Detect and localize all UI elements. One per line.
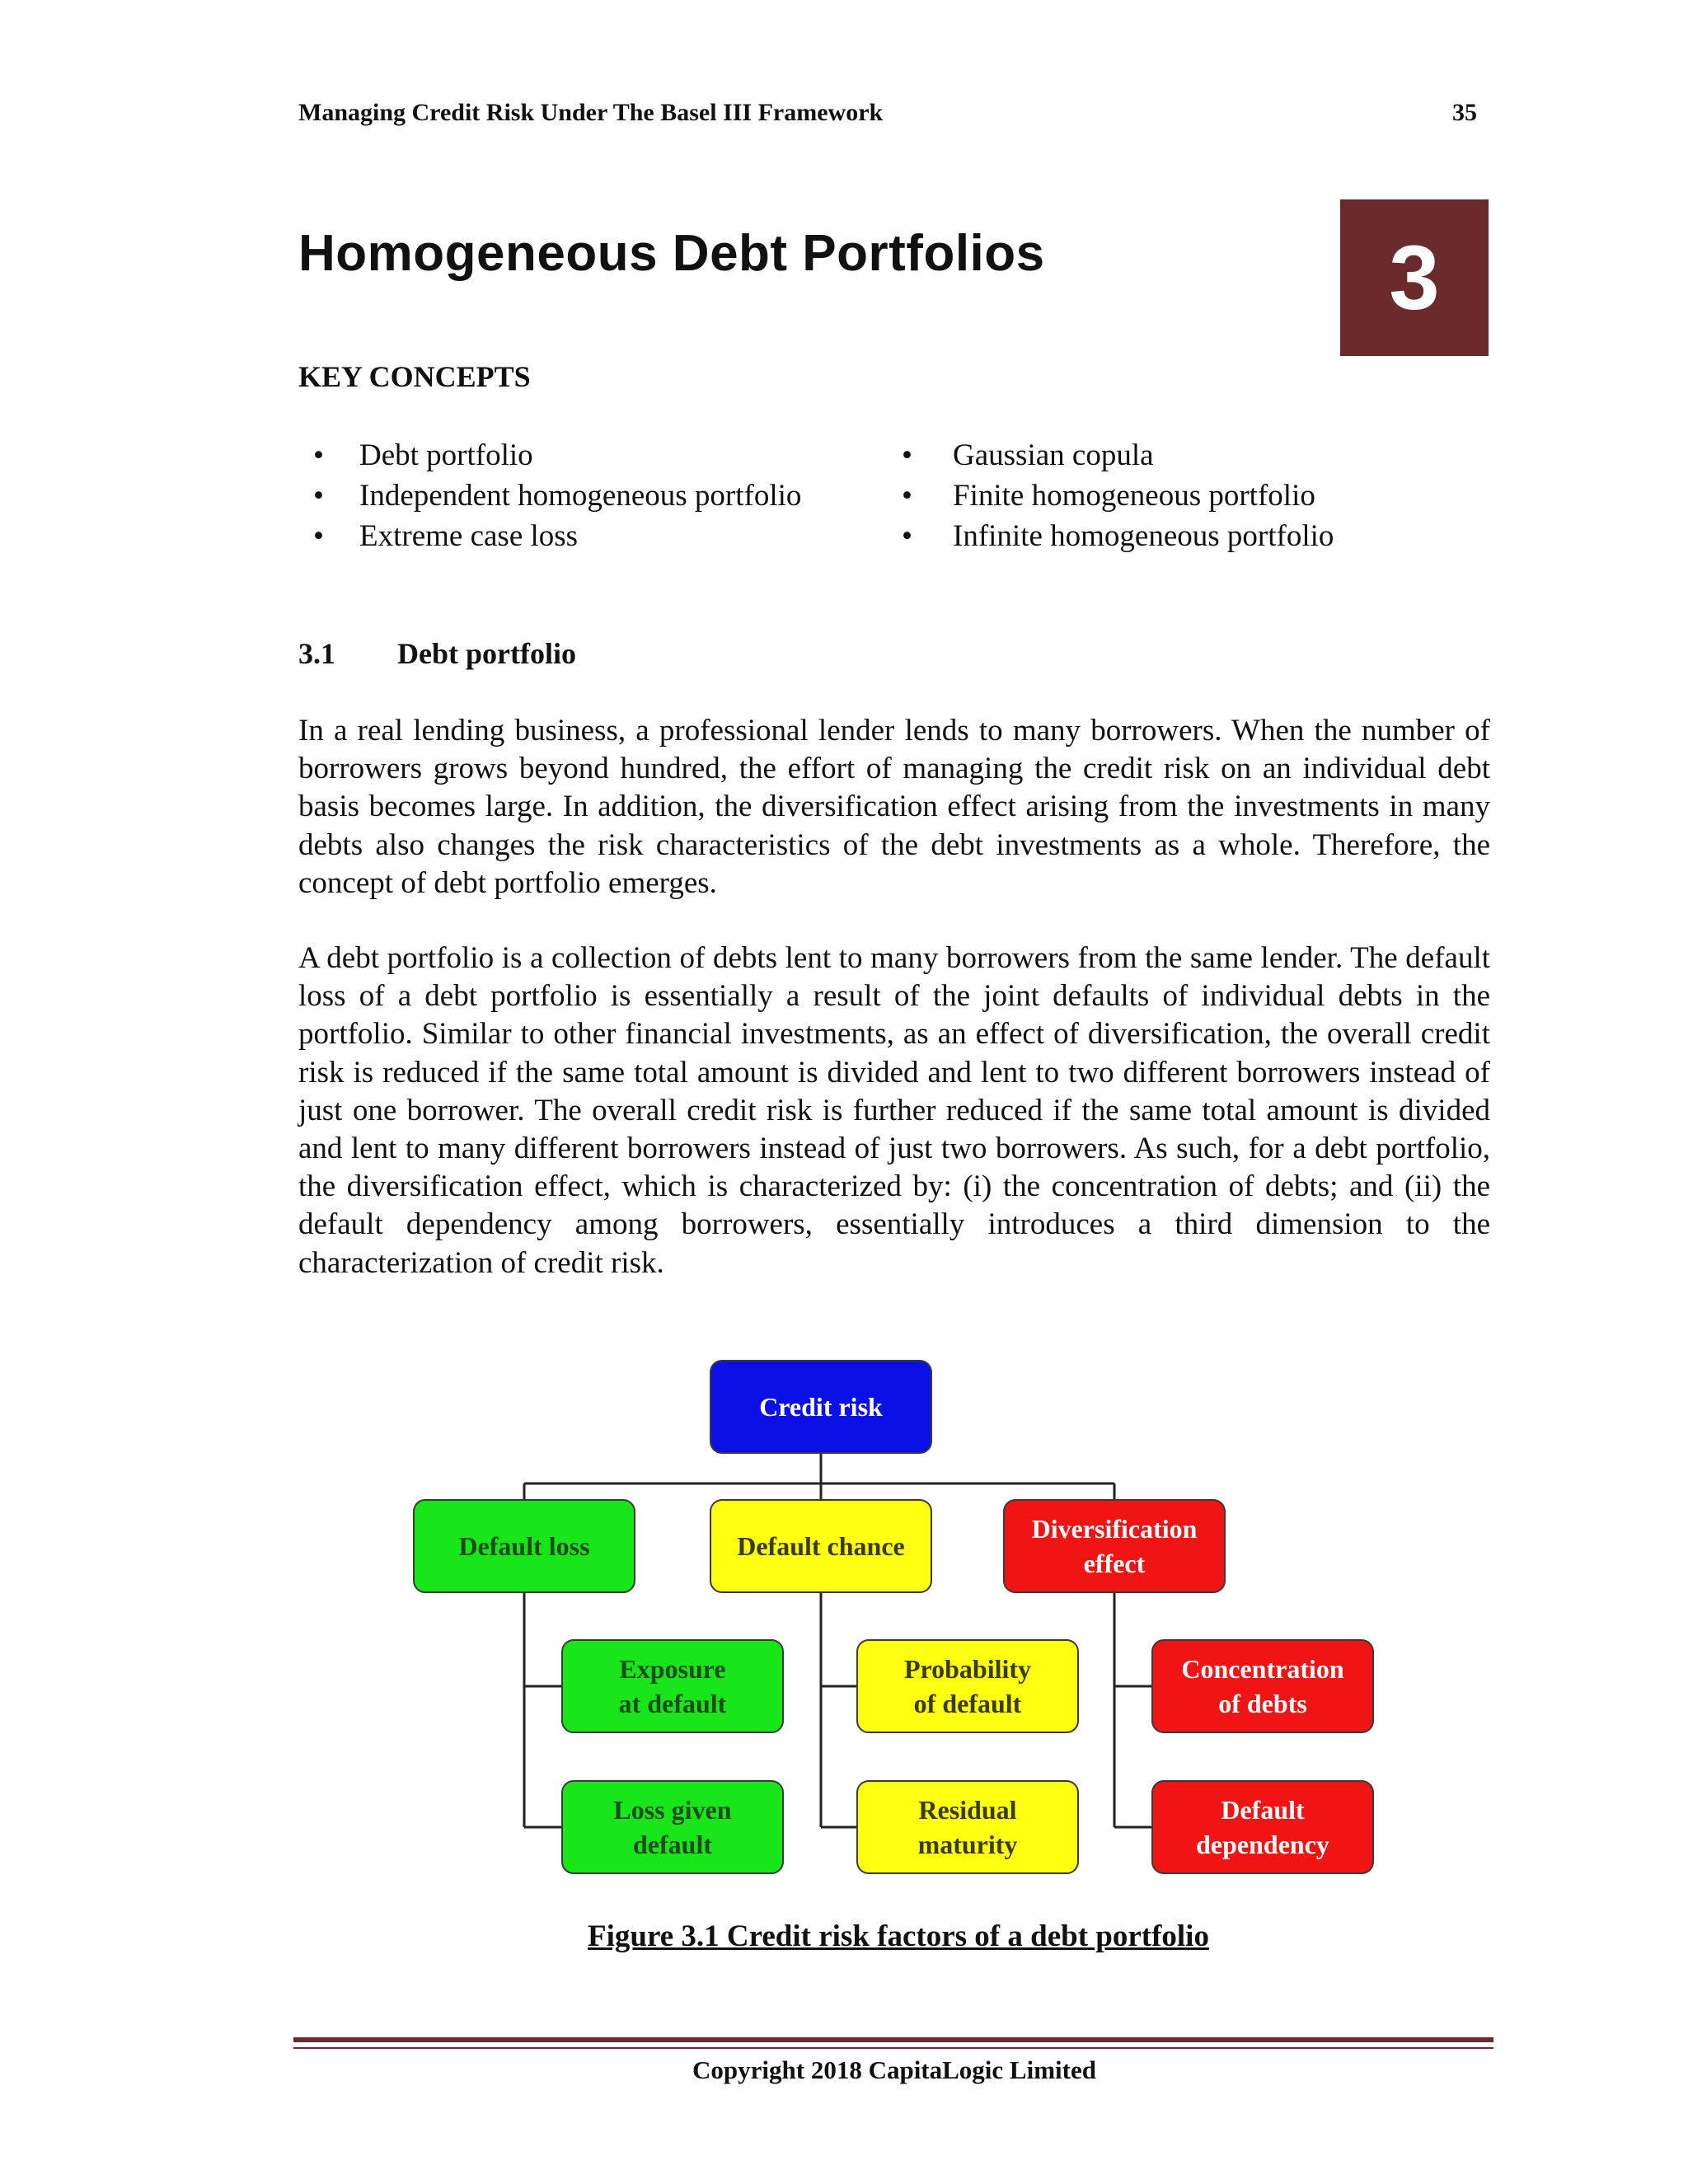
footer-divider xyxy=(293,2037,1493,2042)
list-item: • Debt portfolio xyxy=(298,435,801,476)
probability-of-default-node-label: of default xyxy=(913,1689,1022,1718)
section-title: Debt portfolio xyxy=(397,637,576,670)
credit-risk-node-label: Credit risk xyxy=(759,1392,883,1422)
residual-maturity-node-label: Residual xyxy=(918,1795,1017,1825)
book-title: Managing Credit Risk Under The Basel III Framework xyxy=(298,99,884,126)
default-chance-node-label: Default chance xyxy=(737,1531,905,1561)
diversification-effect-node xyxy=(1004,1500,1225,1592)
concentration-of-debts-node xyxy=(1152,1640,1373,1732)
concentration-of-debts-node-label: of debts xyxy=(1218,1689,1307,1718)
residual-maturity-node xyxy=(857,1781,1078,1873)
list-item: • Gaussian copula xyxy=(892,435,1334,476)
credit-risk-node xyxy=(710,1361,931,1453)
default-dependency-node-label: dependency xyxy=(1196,1830,1329,1859)
default-dependency-node xyxy=(1152,1781,1373,1873)
list-item: • Independent homogeneous portfolio xyxy=(298,476,801,516)
list-item: • Infinite homogeneous portfolio xyxy=(892,516,1334,556)
paragraph: In a real lending business, a professional lender lends to many borrowers. When the number of borrowers grows beyond hundred, the effort of managing the credit risk on an individual debt basis becomes large. In addition, the diversification effect arising from the investments in many debts also changes the risk characteristics of the debt investments as a whole. Therefore, the concept of debt portfolio emerges. xyxy=(298,714,1490,900)
default-dependency-node-label: Default xyxy=(1221,1795,1305,1825)
loss-given-default-node xyxy=(562,1781,783,1873)
figure-caption: Figure 3.1 Credit risk factors of a debt portfolio xyxy=(588,1919,1209,1953)
default-loss-node-label: Default loss xyxy=(458,1531,590,1561)
chapter-number: 3 xyxy=(1389,227,1440,329)
default-loss-node xyxy=(414,1500,635,1592)
list-item: • Extreme case loss xyxy=(298,516,801,556)
residual-maturity-node-label: maturity xyxy=(917,1830,1018,1859)
section-number: 3.1 xyxy=(298,637,335,670)
list-item: • Finite homogeneous portfolio xyxy=(892,476,1334,516)
exposure-at-default-node-label: at default xyxy=(618,1689,727,1718)
probability-of-default-node-label: Probability xyxy=(903,1654,1032,1684)
paragraph: A debt portfolio is a collection of debts lent to many borrowers from the same lender. The default loss of a debt portfolio is essentially a result of the joint defaults of individual debts in the portfolio. Similar to other financial investments, as an effect of diversification, the overall credit risk is reduced if the same total amount is divided and lent to two different borrowers instead of just one borrower. The overall credit risk is further reduced if the same total amount is divided and lent to many different borrowers instead of just two borrowers. As such, for a debt portfolio, the diversification effect, which is characterized by: (i) the concentration of debts; and (ii) the default dependency among borrowers, essentially introduces a third dimension to the characterization of credit risk. xyxy=(298,941,1490,1280)
concentration-of-debts-node-label: Concentration xyxy=(1181,1654,1344,1684)
diversification-effect-node-label: Diversification xyxy=(1031,1514,1198,1544)
loss-given-default-node-label: Loss given xyxy=(613,1795,732,1825)
exposure-at-default-node xyxy=(562,1640,783,1732)
footer-divider-thin xyxy=(293,2047,1493,2049)
loss-given-default-node-label: default xyxy=(633,1830,712,1859)
diversification-effect-node-label: effect xyxy=(1083,1549,1146,1578)
page-number: 35 xyxy=(1452,99,1477,126)
probability-of-default-node xyxy=(857,1640,1078,1732)
chapter-title: Homogeneous Debt Portfolios xyxy=(298,225,1045,282)
exposure-at-default-node-label: Exposure xyxy=(619,1654,726,1684)
copyright-footer: Copyright 2018 CapitaLogic Limited xyxy=(692,2055,1096,2084)
default-chance-node xyxy=(710,1500,931,1592)
key-concepts-heading: KEY CONCEPTS xyxy=(298,360,531,393)
